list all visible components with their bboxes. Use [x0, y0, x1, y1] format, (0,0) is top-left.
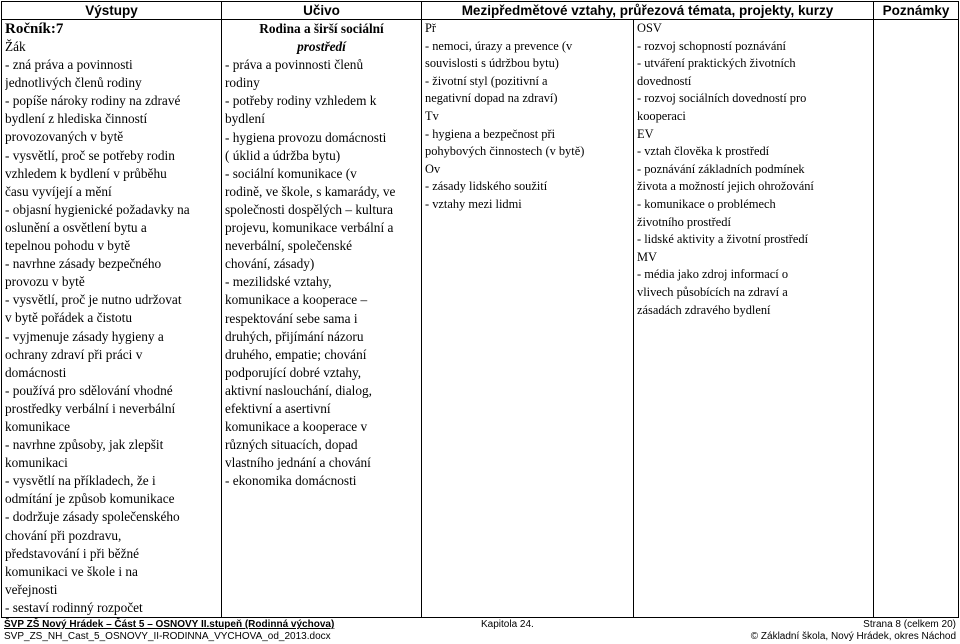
footer-page-number: Strana 8 (celkem 20): [863, 619, 956, 630]
ucivo-line: chování, zásady): [225, 256, 315, 272]
ucivo-line: ( úklid a údržba bytu): [225, 147, 341, 163]
ucivo-line: rodině, ve škole, s kamarády, ve: [225, 183, 396, 199]
vystupy-line: komunikaci: [5, 455, 68, 471]
ucivo-line: vlastního jednání a chování: [225, 455, 371, 471]
vystupy-line: - sestaví rodinný rozpočet: [5, 599, 143, 615]
vystupy-line: ochrany zdraví při práci v: [5, 346, 143, 362]
ucivo-title: [225, 20, 418, 56]
pr-line: - vztahy mezi lidmi: [425, 196, 522, 211]
osv-line: EV: [637, 126, 654, 141]
osv-line: života a možností jejich ohrožování: [637, 179, 814, 194]
ucivo-line: neverbální, společenské: [225, 238, 353, 254]
pr-line: - nemoci, úrazy a prevence (v: [425, 38, 573, 53]
osv-line: - lidské aktivity a životní prostředí: [637, 232, 809, 247]
osv-line: zásadách zdravého bydlení: [637, 302, 771, 317]
vystupy-line: provozu v bytě: [5, 274, 85, 290]
vystupy-list: [5, 38, 218, 617]
ucivo-line: druhého, empatie; chování: [225, 346, 367, 362]
osv-line: - média jako zdroj informací o: [637, 267, 789, 282]
vystupy-line: - používá pro sdělování vhodné: [5, 382, 173, 398]
osv-line: - komunikace o problémech: [637, 196, 776, 211]
footer-filename: SVP_ZS_NH_Cast_5_OSNOVY_II-RODINNA_VYCHOVA_od_2013.docx: [4, 631, 331, 642]
pr-line: Př: [425, 21, 437, 35]
vystupy-line: představování i při běžné: [5, 545, 140, 561]
ucivo-line: aktivní naslouchání, dialog,: [225, 382, 372, 398]
vystupy-line: - popíše nároky rodiny na zdravé: [5, 93, 181, 109]
vystupy-line: - navrhne zásady bezpečného: [5, 256, 162, 272]
curriculum-table: [1, 1, 959, 618]
vystupy-line: bydlení z hlediska činností: [5, 111, 148, 127]
ucivo-line: komunikace a kooperace v: [225, 419, 368, 435]
ucivo-title-line: Rodina a širší sociální: [259, 21, 384, 36]
vystupy-line: oslunění a osvětlení bytu a: [5, 219, 147, 235]
osv-line: kooperaci: [637, 108, 686, 123]
ucivo-line: - mezilidské vztahy,: [225, 274, 332, 290]
ucivo-line: podporující dobré vztahy,: [225, 364, 362, 380]
ucivo-line: komunikace a kooperace –: [225, 292, 368, 308]
pr-line: souvislosti s údržbou bytu): [425, 56, 559, 71]
pr-line: - životní styl (pozitivní a: [425, 73, 548, 88]
vystupy-cell: [2, 20, 222, 618]
header-mezipredmetove: Mezipředmětové vztahy, průřezová témata, projekty, kurzy: [422, 2, 874, 20]
osv-line: dovedností: [637, 73, 692, 88]
ucivo-cell: [222, 20, 422, 618]
pr-line: Tv: [425, 108, 439, 123]
ucivo-title-line: prostředí: [297, 39, 346, 55]
osv-line: - rozvoj sociálních dovedností pro: [637, 91, 807, 106]
vystupy-line: komunikaci ve škole i na: [5, 563, 138, 579]
pr-line: pohybových činnostech (v bytě): [425, 144, 585, 159]
ucivo-line: různých situacích, dopad: [225, 437, 358, 453]
osv-line: - utváření praktických životních: [637, 56, 796, 71]
pr-cell: [422, 20, 634, 618]
osv-line: vlivech působících na zdraví a: [637, 284, 788, 299]
osv-line: OSV: [637, 21, 662, 35]
osv-line: MV: [637, 249, 657, 264]
ucivo-line: rodiny: [225, 75, 260, 91]
vystupy-line: chování při pozdravu,: [5, 527, 122, 543]
header-ucivo: Učivo: [222, 2, 422, 20]
vystupy-line: - vyjmenuje zásady hygieny a: [5, 328, 164, 344]
vystupy-line: - dodržuje zásady společenského: [5, 509, 180, 525]
ucivo-line: projevu, komunikace verbální a: [225, 220, 394, 236]
ucivo-line: - hygiena provozu domácnosti: [225, 129, 387, 145]
vystupy-line: odmítání je způsob komunikace: [5, 491, 175, 507]
pr-list: [425, 20, 630, 214]
vystupy-line: domácnosti: [5, 364, 67, 380]
content-row: [2, 20, 959, 618]
ucivo-line: - sociální komunikace (v: [225, 165, 357, 181]
ucivo-line: - potřeby rodiny vzhledem k: [225, 93, 377, 109]
vystupy-line: - objasní hygienické požadavky na: [5, 201, 190, 217]
pr-line: - hygiena a bezpečnost při: [425, 126, 556, 141]
osv-list: [637, 20, 870, 319]
ucivo-line: druhých, přijímání názoru: [225, 328, 364, 344]
vystupy-line: času vyvíjejí a mění: [5, 183, 112, 199]
footer-document-title: ŠVP ZŠ Nový Hrádek – Část 5 – OSNOVY II.stupeň (Rodinná výchova): [4, 619, 335, 630]
header-row: [2, 2, 959, 20]
vystupy-line: - vysvětlí, proč je nutno udržovat: [5, 292, 182, 308]
vystupy-line: jednotlivých členů rodiny: [5, 75, 142, 91]
vystupy-line: Žák: [5, 39, 26, 54]
pr-line: negativní dopad na zdraví): [425, 91, 558, 106]
vystupy-line: - navrhne způsoby, jak zlepšit: [5, 437, 164, 453]
ucivo-line: respektování sebe sama i: [225, 310, 358, 326]
osv-cell: [634, 20, 874, 618]
vystupy-line: veřejnosti: [5, 581, 58, 597]
ucivo-line: efektivní a asertivní: [225, 400, 331, 416]
ucivo-list: [225, 56, 418, 490]
osv-line: - rozvoj schopností poznávání: [637, 38, 786, 53]
pr-line: Ov: [425, 161, 441, 176]
vystupy-line: v bytě pořádek a čistotu: [5, 310, 133, 326]
osv-line: - poznávání základních podmínek: [637, 161, 805, 176]
vystupy-line: - vysvětlí na příkladech, že i: [5, 473, 156, 489]
footer-chapter: Kapitola 24.: [481, 619, 534, 630]
ucivo-line: společnosti dospělých – kultura: [225, 201, 394, 217]
ucivo-line: bydlení: [225, 111, 265, 127]
header-poznamky: Poznámky: [874, 2, 959, 20]
poznamky-cell: [874, 20, 959, 618]
pr-line: - zásady lidského soužití: [425, 179, 548, 194]
osv-line: životního prostředí: [637, 214, 731, 229]
vystupy-line: komunikace: [5, 418, 70, 434]
vystupy-line: prostředky verbální i neverbální: [5, 400, 176, 416]
vystupy-line: - zná práva a povinnosti: [5, 57, 133, 73]
ucivo-line: - ekonomika domácnosti: [225, 473, 357, 489]
osv-line: - vztah člověka k prostředí: [637, 144, 770, 159]
vystupy-line: tepelnou pohodu v bytě: [5, 238, 131, 254]
footer-copyright: © Základní škola, Nový Hrádek, okres Náchod: [750, 631, 956, 642]
header-vystupy: Výstupy: [2, 2, 222, 20]
vystupy-line: - vysvětlí, proč se potřeby rodin: [5, 147, 175, 163]
vystupy-line: vzhledem k bydlení v průběhu: [5, 165, 167, 181]
ucivo-line: - práva a povinnosti členů: [225, 57, 364, 73]
grade-label: Ročník:7: [5, 21, 64, 37]
vystupy-line: provozovaných v bytě: [5, 129, 124, 145]
